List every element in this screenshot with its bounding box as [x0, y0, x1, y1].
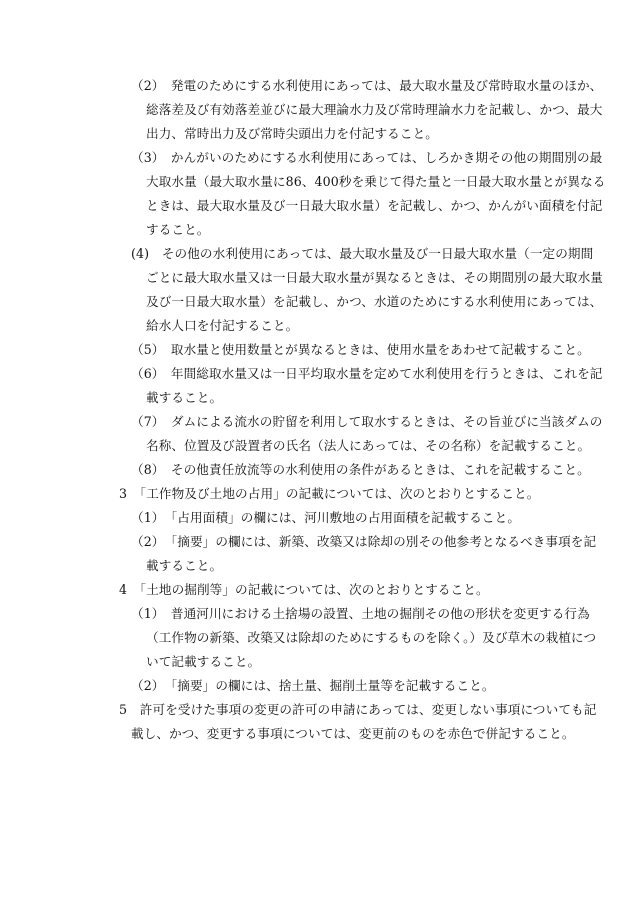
text-line: 総落差及び有効落差並びに最大理論水力及び常時理論水力を記載し、かつ、最大 [146, 102, 603, 117]
section-heading: 3 「工作物及び土地の占用」の記載については、次のとおりとすること。 [119, 486, 540, 501]
text-line: （2） 発電のためにする水利使用にあっては、最大取水量及び常時取水量のほか、 [131, 78, 603, 93]
text-line: (4) その他の水利使用にあっては、最大取水量及び一日最大取水量（一定の期間 [131, 246, 594, 261]
text-line: ときは、最大取水量及び一日最大取水量）を記載し、かつ、かんがい面積を付記 [146, 198, 603, 213]
text-line: 給水人口を付記すること。 [146, 318, 299, 333]
text-line: 載すること。 [146, 390, 223, 405]
text-line: （工作物の新築、改築又は除却のためにするものを除く。）及び草木の栽植につ [146, 630, 597, 645]
text-line: （2） 「摘要」の欄には、新築、改築又は除却の別その他参考となるべき事項を記 [131, 534, 597, 549]
text-line: （5） 取水量と使用数量とが異なるときは、使用水量をあわせて記載すること。 [131, 342, 590, 357]
text-line: ごとに最大取水量又は一日最大取水量が異なるときは、その期間別の最大取水量 [146, 270, 603, 285]
text-line: （1） 「占用面積」の欄には、河川敷地の占用面積を記載すること。 [131, 510, 521, 525]
section-heading: 5 許可を受けた事項の変更の許可の申請にあっては、変更しない事項についても記 [119, 702, 597, 717]
text-line: 載し、かつ、変更する事項については、変更前のものを赤色で併記すること。 [131, 726, 575, 741]
text-line: （7） ダムによる流水の貯留を利用して取水するときは、その旨並びに当該ダムの [131, 414, 603, 429]
text-line: 大取水量（最大取水量に86、400秒を乗じて得た量と一日最大取水量とが異なる [146, 174, 606, 189]
text-line: いて記載すること。 [146, 654, 261, 669]
text-line: すること。 [146, 222, 210, 237]
text-line: 名称、位置及び設置者の氏名（法人にあっては、その名称）を記載すること。 [146, 438, 591, 453]
text-line: （6） 年間総取水量又は一日平均取水量を定めて水利使用を行うときは、これを記 [131, 366, 603, 381]
text-line: 出力、常時出力及び常時尖頭出力を付記すること。 [146, 126, 438, 141]
text-line: （3） かんがいのためにする水利使用にあっては、しろかき期その他の期間別の最 [131, 150, 603, 165]
text-line: （8） その他責任放流等の水利使用の条件があるときは、これを記載すること。 [131, 462, 590, 477]
text-line: （2） 「摘要」の欄には、捨土量、掘削土量等を記載すること。 [131, 678, 495, 693]
section-heading: 4 「土地の掘削等」の記載については、次のとおりとすること。 [119, 582, 489, 597]
text-line: 及び一日最大取水量）を記載し、かつ、水道のためにする水利使用にあっては、 [146, 294, 603, 309]
text-line: （1） 普通河川における土捨場の設置、土地の掘削その他の形状を変更する行為 [131, 606, 590, 621]
text-line: 載すること。 [146, 558, 223, 573]
